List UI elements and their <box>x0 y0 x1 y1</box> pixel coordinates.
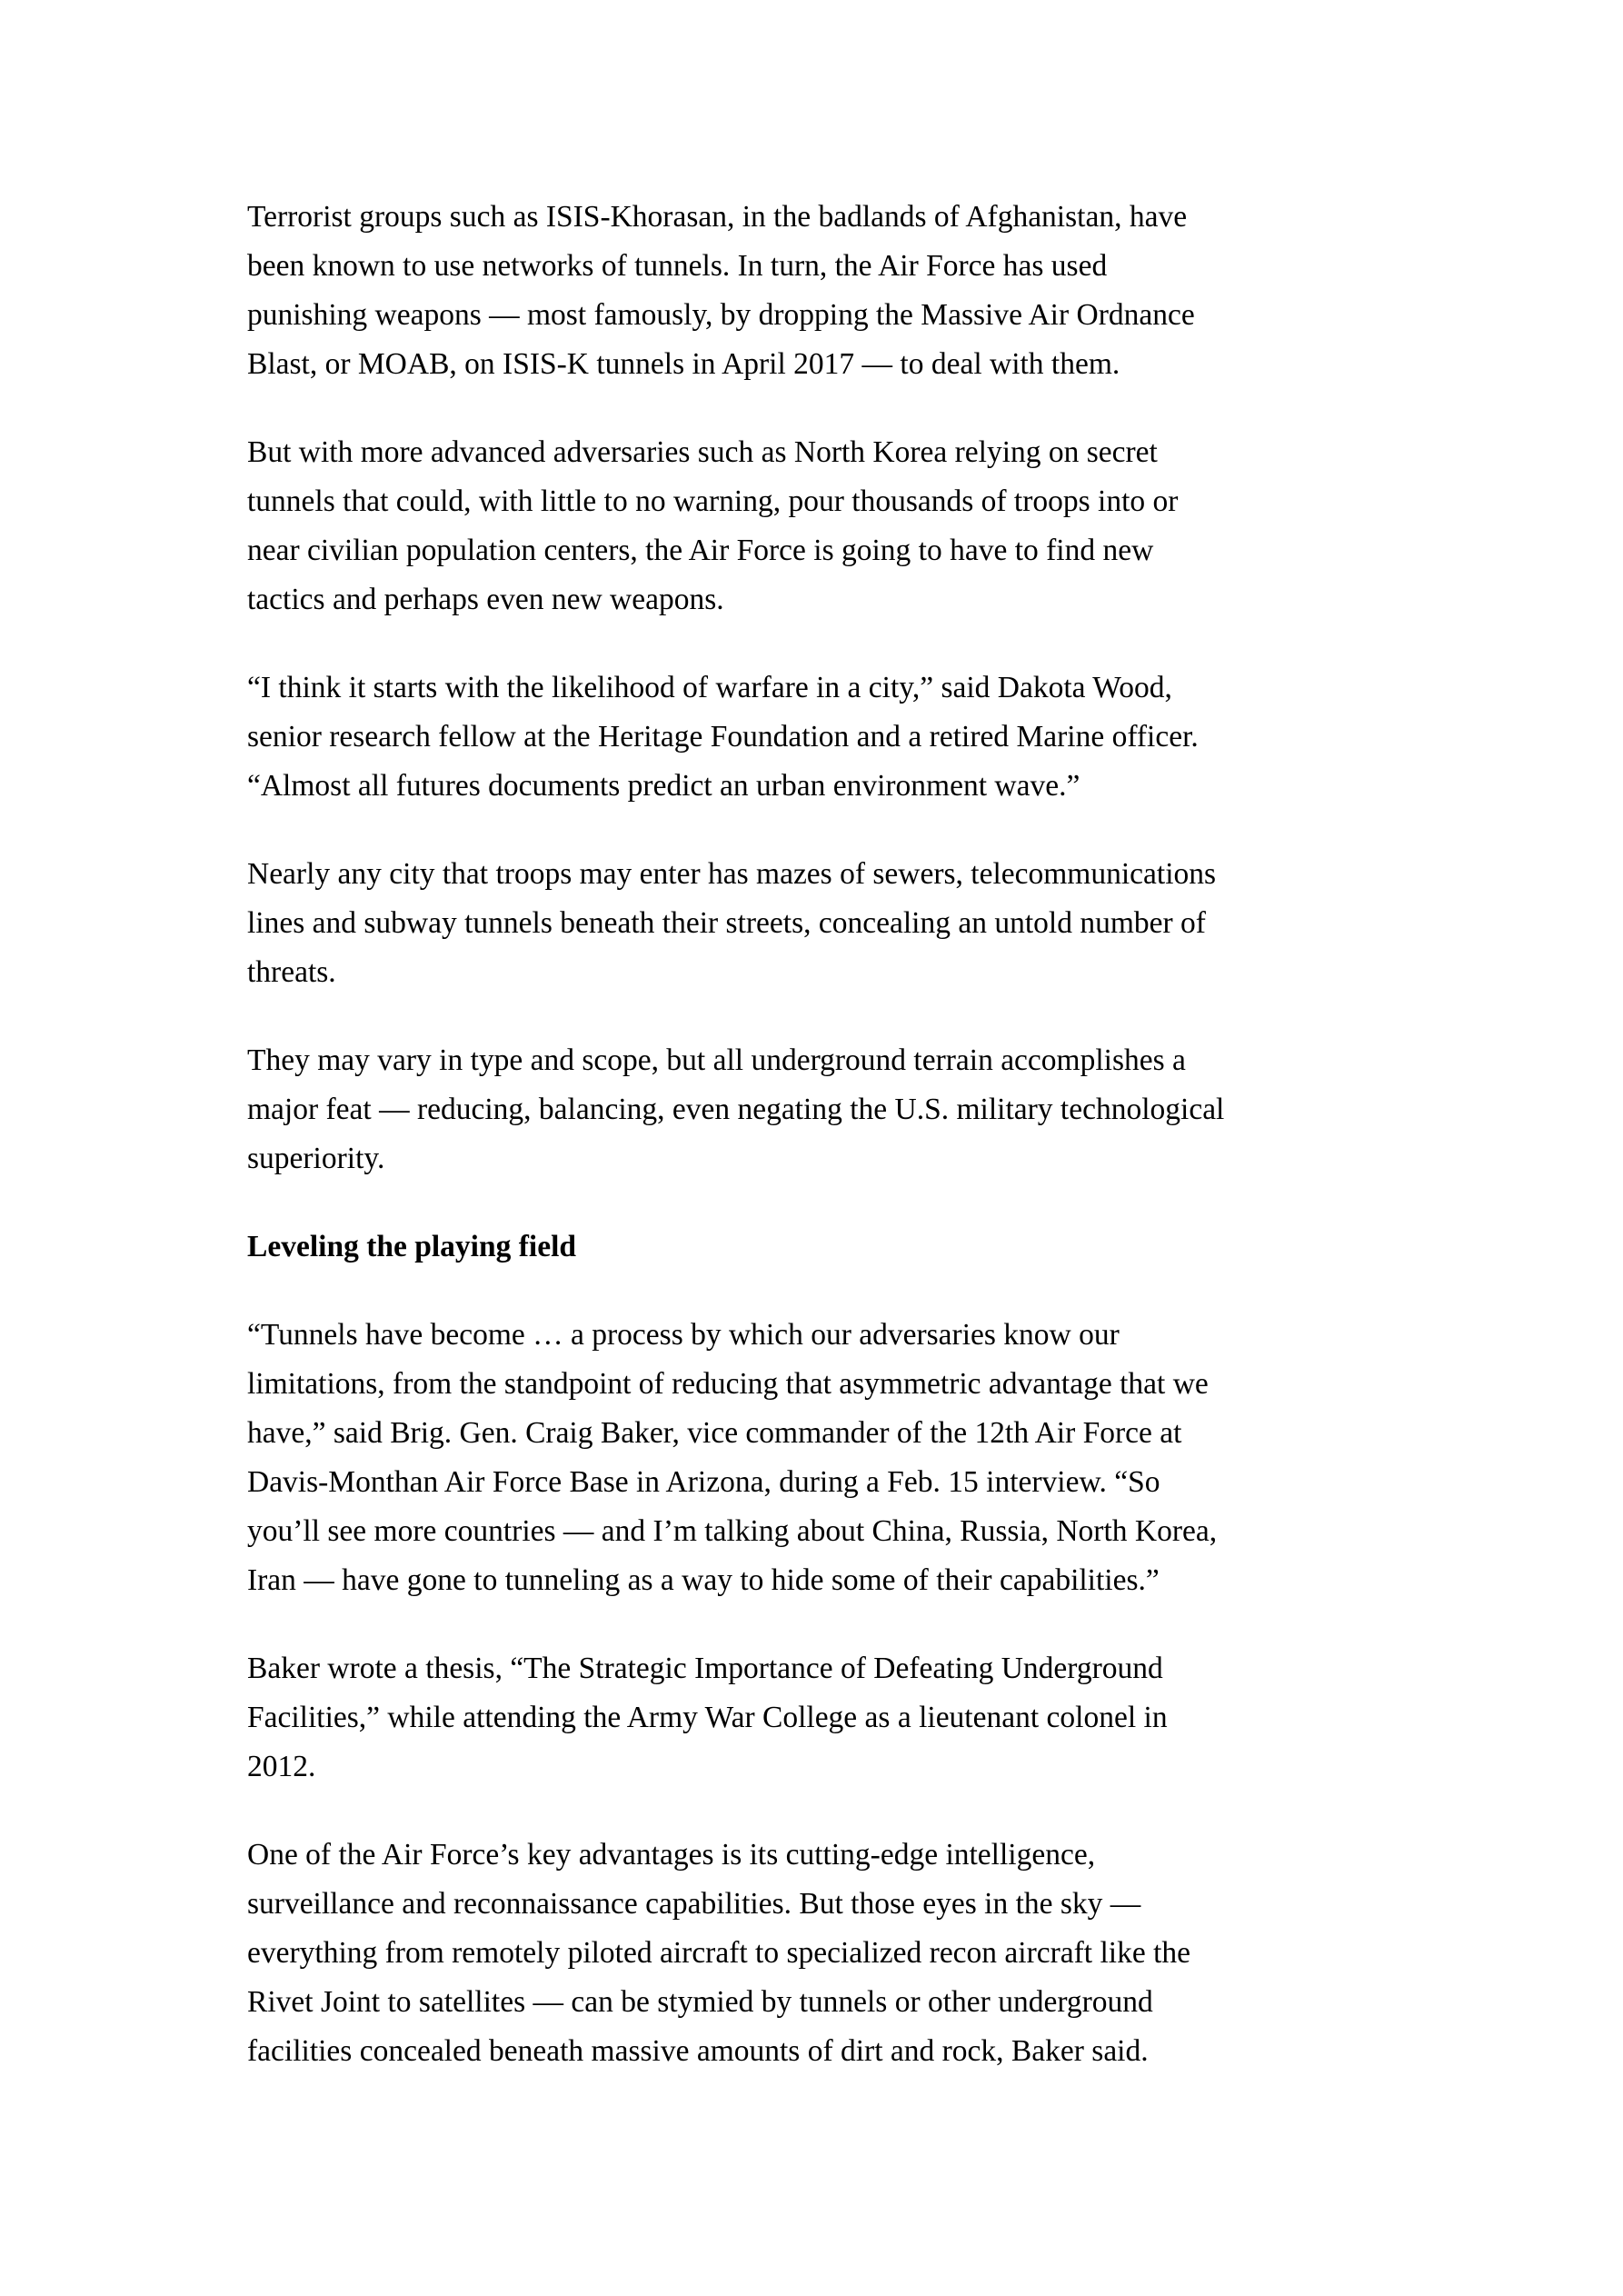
text-line: you’ll see more countries — and I’m talking about China, Russia, North Korea, <box>247 1514 1218 1548</box>
text-line: everything from remotely piloted aircraft to specialized recon aircraft like the <box>247 1936 1191 1970</box>
text-line: Nearly any city that troops may enter has mazes of sewers, telecommunications <box>247 857 1217 891</box>
text-line: near civilian population centers, the Air Force is going to have to find new <box>247 534 1154 567</box>
text-line: superiority. <box>247 1142 385 1175</box>
section-heading: Leveling the playing field <box>247 1230 577 1263</box>
paragraph-2 <box>247 428 1401 624</box>
text-line: punishing weapons — most famously, by dropping the Massive Air Ordnance <box>247 298 1195 332</box>
paragraph-5 <box>247 1036 1401 1183</box>
text-line: Iran — have gone to tunneling as a way to hide some of their capabilities.” <box>247 1563 1160 1597</box>
article-body <box>247 193 1401 2115</box>
text-line: Baker wrote a thesis, “The Strategic Importance of Defeating Underground <box>247 1652 1163 1685</box>
paragraph-4 <box>247 850 1401 997</box>
text-line: surveillance and reconnaissance capabilities. But those eyes in the sky — <box>247 1887 1141 1921</box>
text-line: tactics and perhaps even new weapons. <box>247 583 724 616</box>
text-line: lines and subway tunnels beneath their streets, concealing an untold number of <box>247 906 1206 940</box>
text-line: “I think it starts with the likelihood of warfare in a city,” said Dakota Wood, <box>247 671 1172 704</box>
paragraph-8 <box>247 1831 1401 2076</box>
text-line: major feat — reducing, balancing, even negating the U.S. military technological <box>247 1093 1225 1126</box>
paragraph-6 <box>247 1311 1401 1605</box>
text-line: They may vary in type and scope, but all underground terrain accomplishes a <box>247 1043 1186 1077</box>
text-line: “Tunnels have become … a process by which our adversaries know our <box>247 1318 1120 1352</box>
text-line: Blast, or MOAB, on ISIS-K tunnels in April 2017 — to deal with them. <box>247 347 1120 381</box>
text-line: facilities concealed beneath massive amounts of dirt and rock, Baker said. <box>247 2034 1149 2068</box>
text-line: Terrorist groups such as ISIS-Khorasan, in the badlands of Afghanistan, have <box>247 200 1188 234</box>
text-line: threats. <box>247 955 336 989</box>
text-line: senior research fellow at the Heritage Foundation and a retired Marine officer. <box>247 720 1199 754</box>
text-line: have,” said Brig. Gen. Craig Baker, vice commander of the 12th Air Force at <box>247 1416 1182 1450</box>
text-line: But with more advanced adversaries such as North Korea relying on secret <box>247 435 1158 469</box>
text-line: One of the Air Force’s key advantages is its cutting-edge intelligence, <box>247 1838 1096 1872</box>
paragraph-1 <box>247 193 1401 389</box>
text-line: Facilities,” while attending the Army War College as a lieutenant colonel in <box>247 1701 1168 1734</box>
text-line: limitations, from the standpoint of reducing that asymmetric advantage that we <box>247 1367 1209 1401</box>
text-line: Davis-Monthan Air Force Base in Arizona, during a Feb. 15 interview. “So <box>247 1465 1160 1499</box>
paragraph-3 <box>247 664 1401 811</box>
paragraph-7 <box>247 1644 1401 1792</box>
text-line: been known to use networks of tunnels. In turn, the Air Force has used <box>247 249 1108 283</box>
text-line: “Almost all futures documents predict an urban environment wave.” <box>247 769 1080 803</box>
text-line: 2012. <box>247 1750 316 1783</box>
text-line: tunnels that could, with little to no warning, pour thousands of troops into or <box>247 484 1179 518</box>
text-line: Rivet Joint to satellites — can be stymied by tunnels or other underground <box>247 1985 1153 2019</box>
